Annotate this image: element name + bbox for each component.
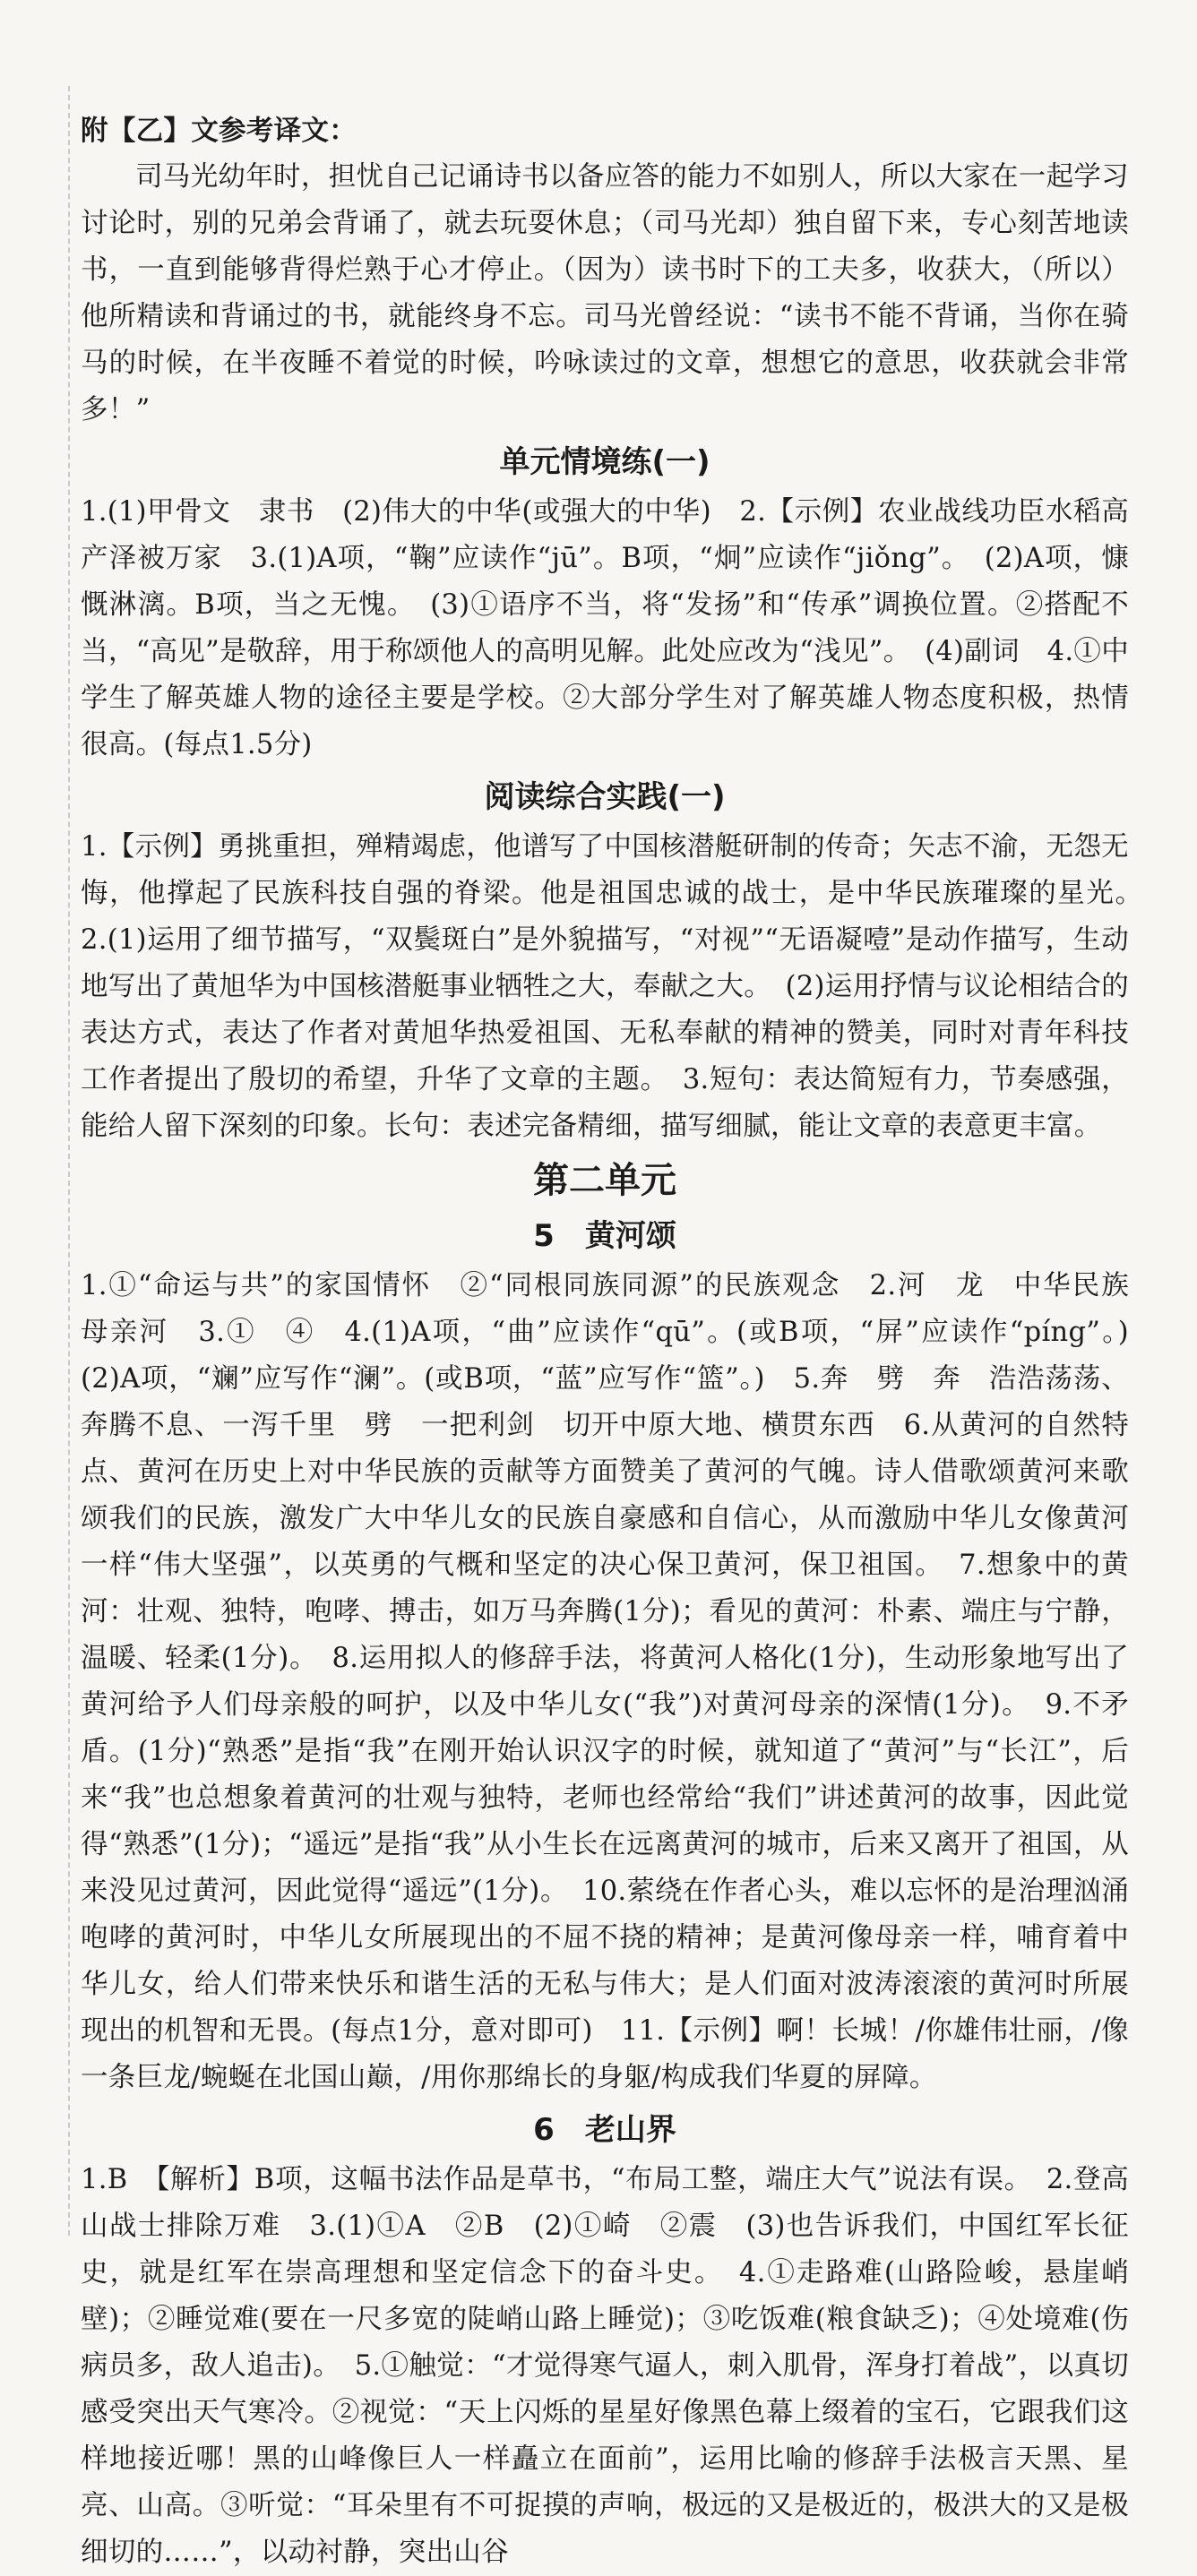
section-text-unit-practice: 1.(1)甲骨文 隶书 (2)伟大的中华(或强大的中华) 2.【示例】农业战线功臣水稻高产泽被万家 3.(1)A项，“鞠”应读作“jū”。B项，“炯”应读作“jiǒng”。 (2)A项，慷慨淋漓。B项，当之无愧。 (3)①语序不当，将“发扬”和“传承”调换位置。②搭配不当，“高见”是敬辞，用于称颂他人的高明见解。此处应改为“浅见”。 (4)副词 4.①中学生了解英雄人物的途径主要是学校。②大部分学生对了解英雄人物态度积极，热情很高。(每点1.5分) — [81, 496, 1129, 760]
lesson-title-6: 6 老山界 — [533, 2112, 676, 2148]
section-title-reading-practice: 阅读综合实践(一) — [484, 779, 726, 815]
appendix-text: 司马光幼年时，担忧自己记诵诗书以备应答的能力不如别人，所以大家在一起学习讨论时，别的兄弟会背诵了，就去玩耍休息；（司马光却）独自留下来，专心刻苦地读书，一直到能够背得烂熟于心才停止。（因为）读书时下的工夫多，收获大，（所以）他所精读和背诵过的书，就能终身不忘。司马光曾经说：“读书不能不背诵，当你在骑马的时候，在半夜睡不着觉的时候，吟咏读过的文章，想想它的意思，收获就会非常多！” — [81, 161, 1129, 425]
answer-content — [81, 107, 1157, 2576]
unit-title: 第二单元 — [533, 1160, 676, 1201]
appendix-title: 附【乙】文参考译文： — [81, 115, 357, 147]
lesson-title-5: 5 黄河颂 — [533, 1218, 676, 1254]
lesson-text-5: 1.①“命运与共”的家国情怀 ②“同根同族同源”的民族观念 2.河 龙 中华民族 母亲河 3.① ④ 4.(1)A项，“曲”应读作“qū”。(或B项，“屏”应读作“píng”。) (2)A项，“斓”应写作“澜”。(或B项，“蓝”应写作“篮”。) 5.奔 劈 奔 浩浩荡荡、奔腾不息、一泻千里 劈 一把利剑 切开中原大地、横贯东西 6.从黄河的自然特点、黄河在历史上对中华民族的贡献等方面赞美了黄河的气魄。诗人借歌颂黄河来歌颂我们的民族，激发广大中华儿女的民族自豪感和自信心，从而激励中华儿女像黄河一样“伟大坚强”，以英勇的气概和坚定的决心保卫黄河，保卫祖国。 7.想象中的黄河：壮观、独特，咆哮、搏击，如万马奔腾(1分)；看见的黄河：朴素、端庄与宁静，温暖、轻柔(1分)。 8.运用拟人的修辞手法，将黄河人格化(1分)，生动形象地写出了黄河给予人们母亲般的呵护，以及中华儿女(“我”)对黄河母亲的深情(1分)。 9.不矛盾。(1分)“熟悉”是指“我”在刚开始认识汉字的时候，就知道了“黄河”与“长江”，后来“我”也总想象着黄河的壮观与独特，老师也经常给“我们”讲述黄河的故事，因此觉得“熟悉”(1分)；“遥远”是指“我”从小生长在远离黄河的城市，后来又离开了祖国，从来没见过黄河，因此觉得“遥远”(1分)。 10.萦绕在作者心头，难以忘怀的是治理汹涌咆哮的黄河时，中华儿女所展现出的不屈不挠的精神；是黄河像母亲一样，哺育着中华儿女，给人们带来快乐和谐生活的无私与伟大；是人们面对波涛滚滚的黄河时所展现出的机智和无畏。(每点1分，意对即可) 11.【示例】啊！长城！/你雄伟壮丽，/像一条巨龙/蜿蜒在北国山巅，/用你那绵长的身躯/构成我们华夏的屏障。 — [81, 1270, 1157, 2093]
section-title-unit-practice: 单元情境练(一) — [499, 444, 710, 480]
section-text-reading-practice: 1.【示例】勇挑重担，殚精竭虑，他谱写了中国核潜艇研制的传奇；矢志不渝，无怨无悔，他撑起了民族科技自强的脊梁。他是祖国忠诚的战士，是中华民族璀璨的星光。 2.(1)运用了细节描写，“双鬓斑白”是外貌描写，“对视”“无语凝噎”是动作描写，生动地写出了黄旭华为中国核潜艇事业牺牲之大，奉献之大。 (2)运用抒情与议论相结合的表达方式，表达了作者对黄旭华热爱祖国、无私奉献的精神的赞美，同时对青年科技工作者提出了殷切的希望，升华了文章的主题。 3.短句：表达简短有力，节奏感强，能给人留下深刻的印象。长句：表述完备精细，描写细腻，能让文章的表意更丰富。 — [81, 831, 1157, 1142]
lesson-text-6: 1.B 【解析】B项，这幅书法作品是草书，“布局工整，端庄大气”说法有误。 2.登高山战士排除万难 3.(1)①A ②B (2)①崎 ②震 (3)也告诉我们，中国红军长征史，就是红军在崇高理想和坚定信念下的奋斗史。 4.①走路难(山路险峻，悬崖峭壁)；②睡觉难(要在一尺多宽的陡峭山路上睡觉)；③吃饭难(粮食缺乏)；④处境难(伤病员多，敌人追击)。 5.①触觉：“才觉得寒气逼人，刺入肌骨，浑身打着战”，以真切感受突出天气寒冷。②视觉：“天上闪烁的星星好像黑色幕上缀着的宝石，它跟我们这样地接近哪！黑的山峰像巨人一样矗立在面前”，运用比喻的修辞手法极言天黑、星亮、山高。③听觉：“耳朵里有不可捉摸的声响，极远的又是极近的，极洪大的又是极细切的……”，以动衬静，突出山谷 — [81, 2164, 1129, 2568]
